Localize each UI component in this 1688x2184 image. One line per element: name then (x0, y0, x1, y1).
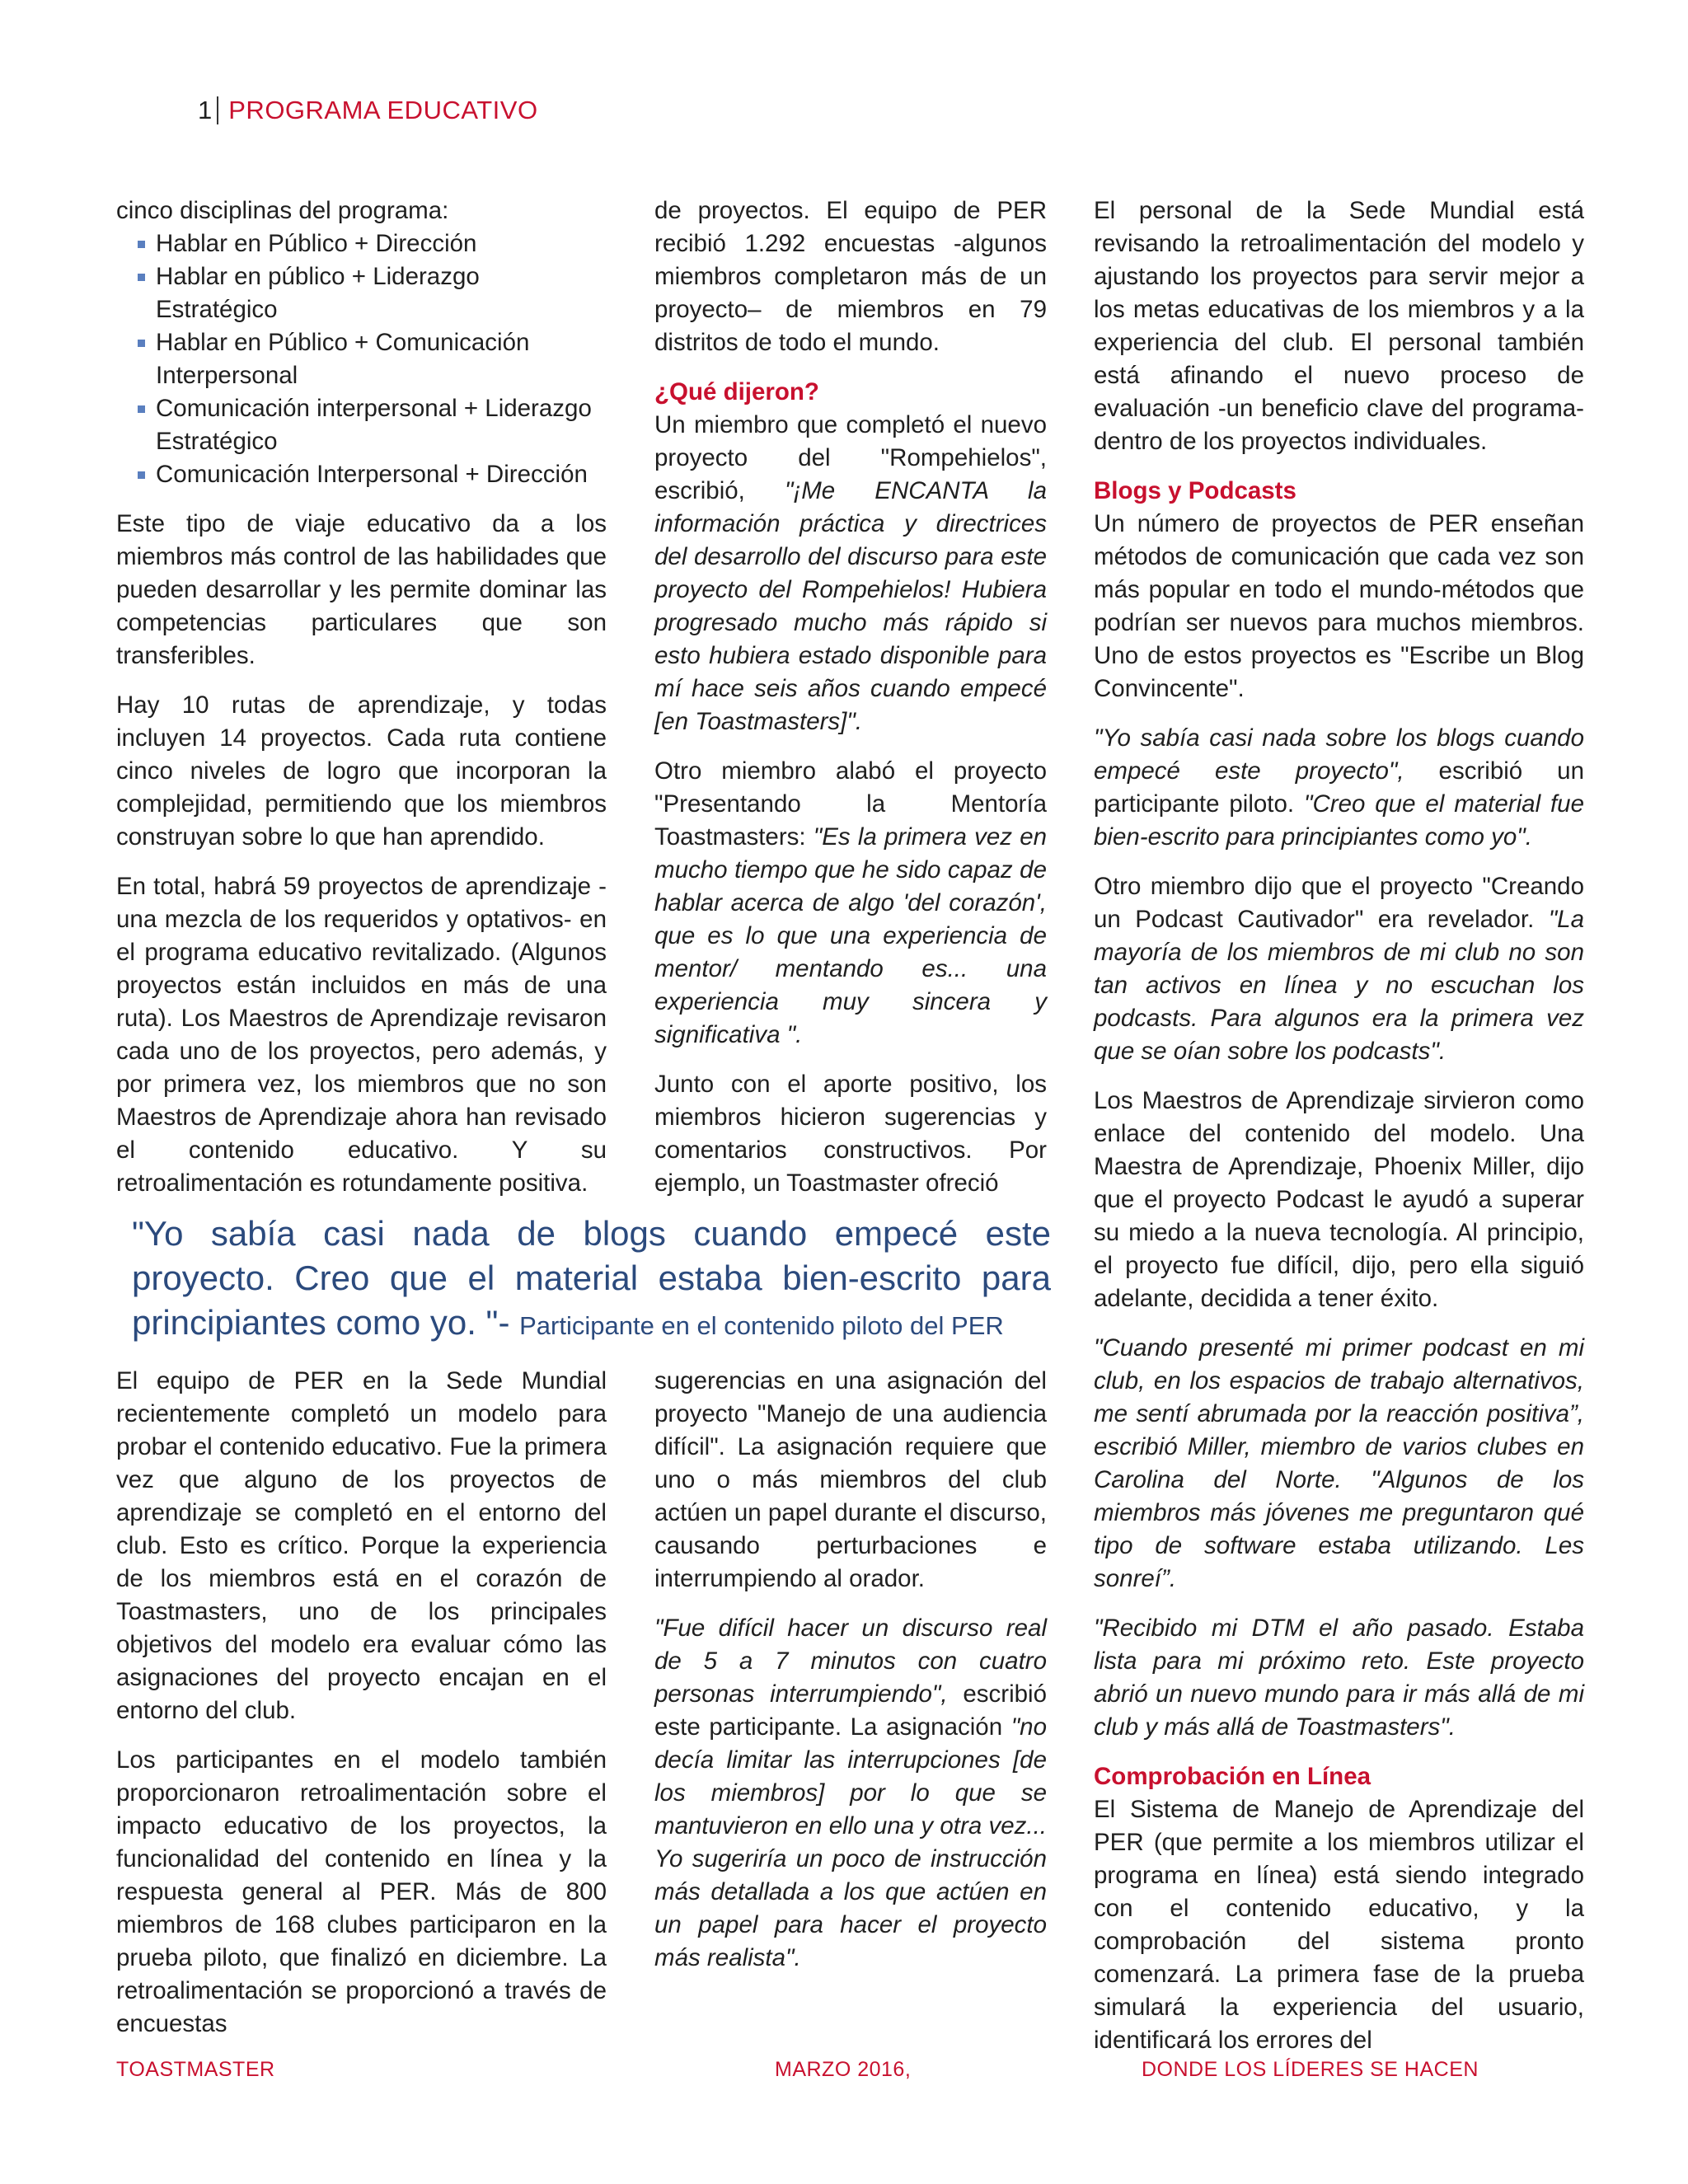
quote: "Es la primera vez en mucho tiempo que he sido capaz de hablar acerca de algo 'del corazón', que es lo que una experiencia de mentor/ mentando es... una experiencia muy sincera y significativa ". (654, 823, 1048, 1048)
quote: "no decía limitar las interrupciones [de los miembros] por lo que se mantuvieron en ello una y otra vez... Yo sugeriría un poco de instrucción más detallada a los que actúen en un papel para hacer el proyecto más realista". (654, 1713, 1047, 1971)
paragraph: El equipo de PER en la Sede Mundial recientemente completó un modelo para probar el contenido educativo. Fue la primera vez que alguno de los proyectos de aprendizaje se completó en el entorno del club. Esto es crítico. Porque la experiencia de los miembros está en el corazón de Toastmasters, uno de los principales objetivos del modelo era evaluar cómo las asignaciones del proyecto encajan en el entorno del club. (116, 1367, 607, 1724)
pull-quote (132, 1212, 1051, 1348)
pull-quote-body (132, 1212, 1051, 1348)
text: escribió un participante piloto. (1094, 757, 1584, 818)
paragraph: Junto con el aporte positivo, los miembros hicieron sugerencias y comentarios constructivos. Por ejemplo, un Toastmaster ofreció (654, 1071, 1047, 1197)
quote: "Fue difícil hacer un discurso real de 5 a 7 minutos con cuatro personas interrumpiendo", (654, 1615, 1047, 1708)
text: Un miembro que completó el nuevo proyecto del "Rompehielos", escribió, (654, 411, 1047, 504)
list-item: Comunicación Interpersonal + Dirección (116, 458, 607, 491)
paragraph: Un número de proyectos de PER enseñan métodos de comunicación que cada vez son más popular en todo el mundo-métodos que podrían ser nuevos para muchos miembros. Uno de estos proyectos es "Escribe un Blog Convincente". (1094, 510, 1584, 702)
list-intro: cinco disciplinas del programa: (116, 197, 449, 224)
footer-center: MARZO 2016, (775, 2058, 912, 2081)
disciplines-list (116, 227, 607, 491)
list-item: Hablar en Público + Dirección (116, 227, 607, 260)
quote: "Recibido mi DTM el año pasado. Estaba lista para mi próximo reto. Este proyecto abrió un nuevo mundo para ir más allá de mi club y más allá de Toastmasters". (1094, 1615, 1584, 1741)
paragraph: El Sistema de Manejo de Aprendizaje del PER (que permite a los miembros utilizar el programa en línea) está siendo integrado con el contenido educativo, y la comprobación del sistema pronto comenzará. La primera fase de la prueba simulará la experiencia del usuario, identificará los errores del (1094, 1796, 1584, 2054)
paragraph: Los Maestros de Aprendizaje sirvieron como enlace del contenido del modelo. Una Maestra de Aprendizaje, Phoenix Miller, dijo que el proyecto Podcast le ayudó a superar su miedo a la nueva tecnología. Al principio, el proyecto fue difícil, dijo, pero ella siguió adelante, decidida a tener éxito. (1094, 1087, 1584, 1312)
paragraph (1094, 1612, 1584, 1744)
paragraph: En total, habrá 59 proyectos de aprendizaje -una mezcla de los requeridos y optativos- en el programa educativo revitalizado. (Algunos proyectos están incluidos en más de una ruta). Los Maestros de Aprendizaje revisaron cada uno de los proyectos, pero además, y por primera vez, los miembros que no son Maestros de Aprendizaje ahora han revisado el contenido educativo. Y su retroalimentación es rotundamente positiva. (116, 873, 607, 1197)
column-1-bottom (116, 1365, 607, 2057)
section-heading: ¿Qué dijeron? (654, 378, 819, 405)
section-heading: Blogs y Podcasts (1094, 477, 1296, 504)
paragraph: Este tipo de viaje educativo da a los miembros más control de las habilidades que pueden desarrollar y les permite dominar las competencias particulares que son transferibles. (116, 510, 607, 669)
column-2-bottom (654, 1365, 1047, 1991)
footer-left: TOASTMASTER (116, 2058, 275, 2081)
text: escribió este participante. La asignación (654, 1680, 1047, 1741)
quote: "La mayoría de los miembros de mi club no son tan activos en línea y no escuchan los podcasts. Para algunos era la primera vez que se oían sobre los podcasts". (1094, 906, 1584, 1065)
page-header (198, 96, 538, 125)
paragraph: Hay 10 rutas de aprendizaje, y todas incluyen 14 proyectos. Cada ruta contiene cinco niveles de logro que incorporan la complejidad, permitiendo que los miembros construyan sobre lo que han aprendido. (116, 691, 607, 851)
section-heading: Comprobación en Línea (1094, 1763, 1372, 1790)
column-1-top (116, 194, 607, 1216)
paragraph (1094, 722, 1584, 854)
pull-quote-attribution: Participante en el contenido piloto del PER (519, 1311, 1004, 1340)
paragraph: Los participantes en el modelo también proporcionaron retroalimentación sobre el impacto educativo de los proyectos, la funcionalidad del contenido en línea y la respuesta general al PER. Más de 800 miembros de 168 clubes participaron en la prueba piloto, que finalizó en diciembre. La retroalimentación se proporcionó a través de encuestas (116, 1746, 607, 2037)
section-title: PROGRAMA EDUCATIVO (228, 96, 538, 124)
paragraph (1094, 870, 1584, 1068)
paragraph (654, 755, 1047, 1052)
paragraph (654, 409, 1047, 738)
quote: "Yo sabía casi nada sobre los blogs cuando empecé este proyecto", (1094, 724, 1584, 785)
text: Otro miembro alabó el proyecto "Presentando la Mentoría Toastmasters: (654, 757, 1047, 851)
quote: "Creo que el material fue bien-escrito para principiantes como yo". (1094, 790, 1584, 851)
text: Otro miembro dijo que el proyecto "Creando un Podcast Cautivador" era revelador. (1094, 873, 1584, 933)
paragraph (1094, 1332, 1584, 1596)
quote: "Cuando presenté mi primer podcast en mi club, en los espacios de trabajo alternativos, me sentí abrumada por la reacción positiva”, escribió Miller, miembro de varios clubes en Carolina del Norte. "Algunos de los miembros más jóvenes me preguntaron qué tipo de software estaba utilizando. Les sonreí”. (1094, 1334, 1584, 1592)
paragraph: de proyectos. El equipo de PER recibió 1.292 encuestas -algunos miembros completaron más de un proyecto– de miembros en 79 distritos de todo el mundo. (654, 197, 1047, 356)
quote: "¡Me ENCANTA la información práctica y directrices del desarrollo del discurso para este proyecto del Rompehielos! Hubiera progresado mucho más rápido si esto hubiera estado disponible para mí hace seis años cuando empecé [en Toastmasters]". (654, 477, 1048, 735)
page-number: 1 (198, 96, 213, 124)
list-item: Comunicación interpersonal + Liderazgo Estratégico (116, 392, 607, 458)
pull-quote-text: "Yo sabía casi nada de blogs cuando empecé este proyecto. Creo que el material estaba bien-escrito para principiantes como yo. "- (132, 1214, 1051, 1342)
paragraph: El personal de la Sede Mundial está revisando la retroalimentación del modelo y ajustando los proyectos para servir mejor a los metas educativas de los miembros y a la experiencia del club. El personal también está afinando el nuevo proceso de evaluación -un beneficio clave del programa- dentro de los proyectos individuales. (1094, 197, 1584, 455)
paragraph: sugerencias en una asignación del proyecto "Manejo de una audiencia difícil". La asignación requiere que uno o más miembros del club actúen un papel durante el discurso, causando perturbaciones e interrumpiendo al orador. (654, 1367, 1047, 1592)
list-item: Hablar en Público + Comunicación Interpersonal (116, 326, 607, 392)
column-3 (1094, 194, 1584, 2074)
list-item: Hablar en público + Liderazgo Estratégico (116, 260, 607, 326)
footer-right: DONDE LOS LÍDERES SE HACEN (1142, 2058, 1479, 2081)
paragraph (654, 1612, 1047, 1975)
header-divider (217, 96, 218, 124)
column-2-top (654, 194, 1047, 1216)
